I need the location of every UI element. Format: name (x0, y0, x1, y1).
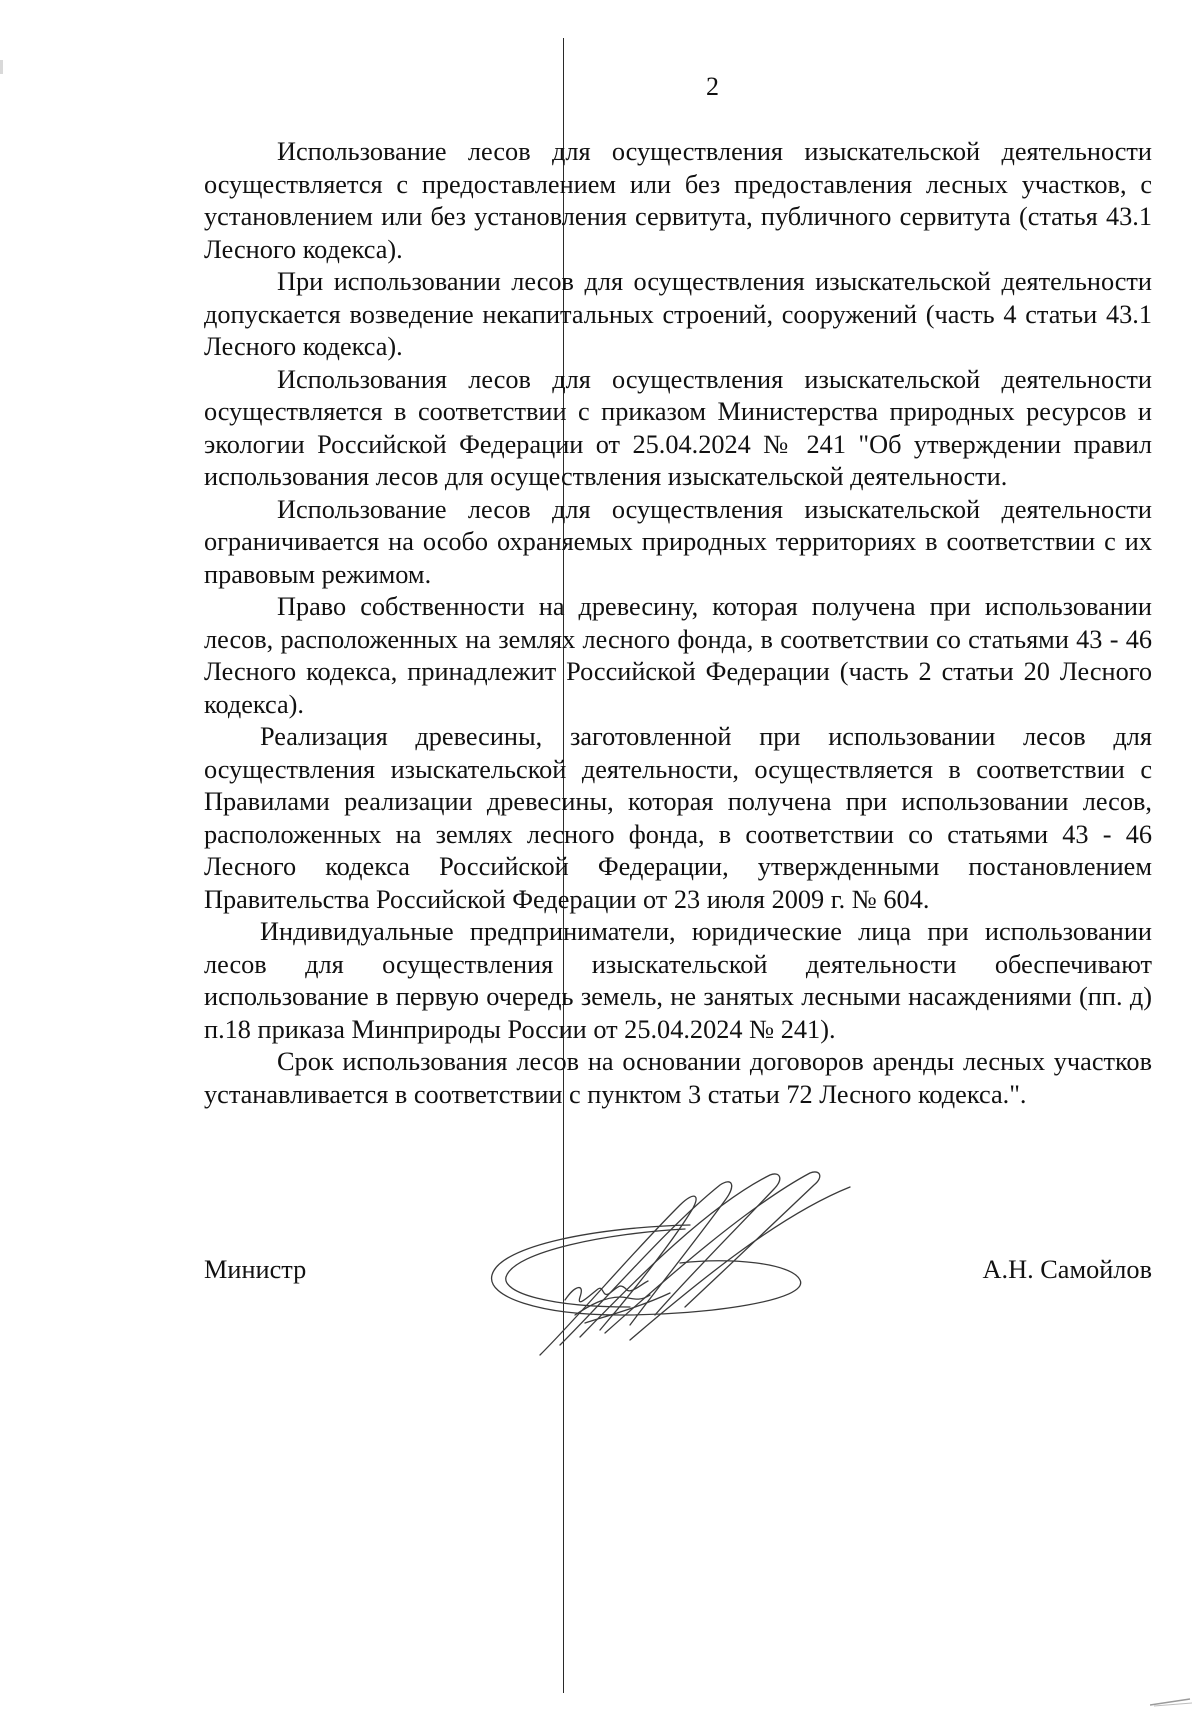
corner-scan-mark (1150, 1697, 1192, 1707)
paragraph-5: Право собственности на древесину, которая получена при использовании лесов, расположенных на землях лесного фонда, в соответствии со статьями 43 - 46 Лесного кодекса, принадлежит Российской Федерации (часть 2 статьи 20 Лесного кодекса). (204, 592, 1152, 719)
scan-edge-mark (0, 60, 3, 74)
page-number-text: 2 (706, 72, 719, 101)
document-body (204, 136, 1152, 1111)
paragraph-2: При использовании лесов для осуществления изыскательской деятельности допускается возведение некапитальных строений, сооружений (часть 4 статьи 43.1 Лесного кодекса). (204, 267, 1152, 361)
paragraph-1: Использование лесов для осуществления изыскательской деятельности осуществляется с предоставлением или без предоставления лесных участков, с установлением или без установления сервитута, публичного сервитута (статья 43.1 Лесного кодекса). (204, 137, 1152, 264)
paragraph-7: Индивидуальные предприниматели, юридические лица при использовании лесов для осуществления изыскательской деятельности обеспечивают использование в первую очередь земель, не занятых лесными насаждениями (пп. д) п.18 приказа Минприроды России от 25.04.2024 № 241). (204, 917, 1152, 1044)
paragraph-4: Использование лесов для осуществления изыскательской деятельности ограничивается на особо охраняемых природных территориях в соответствии с их правовым режимом. (204, 494, 1152, 589)
signatory-name: А.Н. Самойлов (982, 1255, 1152, 1284)
signatory-title: Министр (204, 1255, 307, 1284)
paragraph-3: Использования лесов для осуществления изыскательской деятельности осуществляется в соответствии с приказом Министерства природных ресурсов и экологии Российской Федерации от 25.04.2024 № 241 "Об утверждении правил использования лесов для осуществления изыскательской деятельности. (204, 364, 1152, 491)
paragraph-8: Срок использования лесов на основании договоров аренды лесных участков устанавливается в соответствии с пунктом 3 статьи 72 Лесного кодекса.". (204, 1047, 1152, 1109)
signature-block (204, 1254, 1152, 1294)
paragraph-6: Реализация древесины, заготовленной при использовании лесов для осуществления изыскательской деятельности, осуществляется в соответствии с Правилами реализации древесины, которая получена при использовании лесов, расположенных на землях лесного фонда, в соответствии со статьями 43 - 46 Лесного кодекса Российской Федерации, утвержденными постановлением Правительства Российской Федерации от 23 июля 2009 г. № 604. (204, 722, 1152, 914)
